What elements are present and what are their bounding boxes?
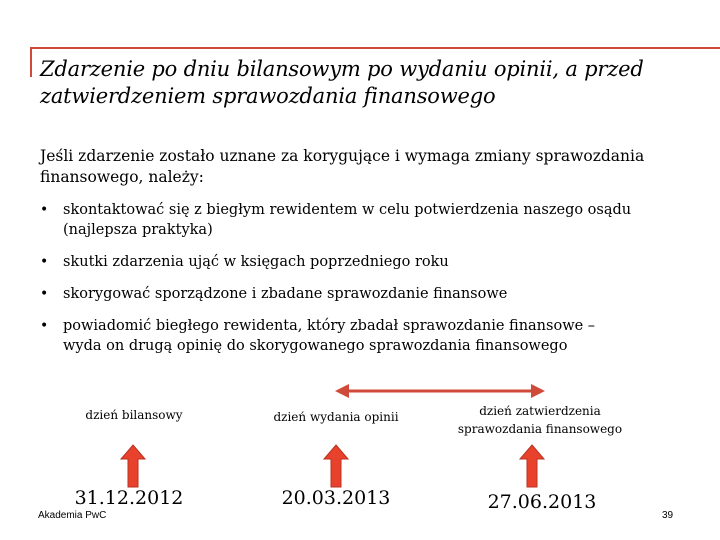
bullet-dot-icon: • [40, 286, 49, 302]
up-arrow-icon [519, 444, 545, 488]
bullet-item-notify-auditor [40, 316, 700, 356]
bullet-dot-icon: • [40, 202, 49, 218]
title-accent-line-vertical [30, 47, 32, 77]
intro-text-line-2: finansowego, należy: [40, 168, 204, 186]
timeline-label-approval-day [450, 402, 630, 438]
slide-title-line-1: Zdarzenie po dniu bilansowym po wydaniu opinii, a przed [40, 57, 644, 81]
timeline-date-balance-sheet: 31.12.2012 [74, 487, 184, 509]
timeline-label-line-1: dzień zatwierdzenia [479, 404, 601, 418]
intro-text [40, 146, 720, 188]
timeline-label-opinion-day [266, 408, 406, 426]
period-double-arrow [335, 384, 545, 398]
double-arrow-icon [335, 384, 545, 398]
page-number: 39 [662, 510, 674, 521]
bullet-item-contact-auditor [40, 200, 700, 240]
timeline-label-line-1: dzień wydania opinii [273, 410, 399, 424]
bullet-dot-icon: • [40, 254, 49, 270]
timeline-label-line-2: sprawozdania finansowego [457, 422, 623, 436]
bullet-item-line-1: powiadomić biegłego rewidenta, który zbadał sprawozdanie finansowe – [63, 318, 596, 334]
bullet-item-correct-statements [40, 284, 700, 304]
timeline-label-line-1: dzień bilansowy [85, 408, 183, 422]
bullet-item-line-1: skutki zdarzenia ująć w księgach poprzedniego roku [63, 254, 449, 270]
timeline-label-balance-sheet-day [74, 406, 194, 424]
timeline-date-approval: 27.06.2013 [487, 491, 597, 513]
bullet-item-line-1: skorygować sporządzone i zbadane sprawozdanie finansowe [63, 286, 508, 302]
slide-title-line-2: zatwierdzeniem sprawozdania finansowego [40, 84, 496, 108]
bullet-item-line-2: (najlepsza praktyka) [63, 222, 213, 238]
footer-source: Akademia PwC [38, 510, 107, 521]
intro-text-line-1: Jeśli zdarzenie zostało uznane za korygujące i wymaga zmiany sprawozdania [40, 147, 645, 165]
bullet-list [40, 200, 700, 356]
bullet-item-line-1: skontaktować się z biegłym rewidentem w celu potwierdzenia naszego osądu [63, 202, 632, 218]
bullet-item-prior-year-books [40, 252, 700, 272]
bullet-dot-icon: • [40, 318, 49, 334]
up-arrow-icon [120, 444, 146, 488]
timeline-date-opinion: 20.03.2013 [281, 487, 391, 509]
slide-title [40, 56, 720, 110]
bullet-item-line-2: wyda on drugą opinię do skorygowanego sprawozdania finansowego [63, 338, 568, 354]
up-arrow-icon [323, 444, 349, 488]
title-accent-line-horizontal [30, 47, 720, 49]
